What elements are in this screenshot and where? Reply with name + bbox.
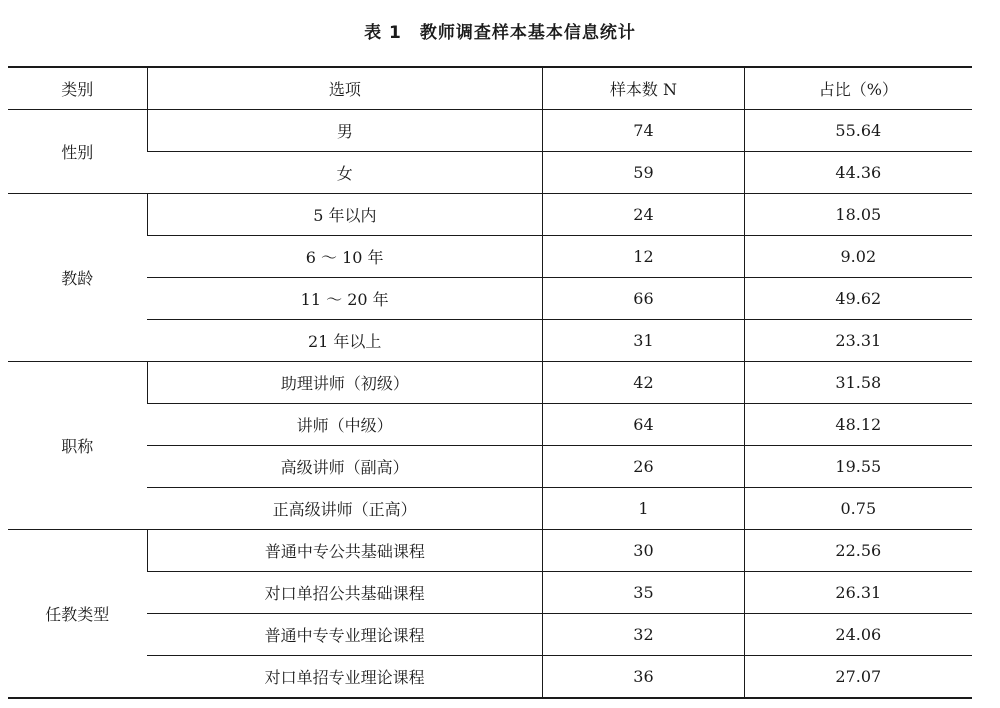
table-row bbox=[8, 236, 972, 278]
percentage-cell: 31.58 bbox=[744, 362, 972, 404]
header-sample-count: 样本数 N bbox=[543, 67, 744, 110]
table-row bbox=[8, 152, 972, 194]
percentage-cell: 26.31 bbox=[744, 572, 972, 614]
sample-count-cell: 59 bbox=[543, 152, 744, 194]
stats-table bbox=[8, 66, 972, 699]
table-row bbox=[8, 656, 972, 699]
sample-count-cell: 42 bbox=[543, 362, 744, 404]
sample-count-cell: 32 bbox=[543, 614, 744, 656]
table-row bbox=[8, 614, 972, 656]
option-cell: 男 bbox=[147, 110, 543, 152]
percentage-cell: 18.05 bbox=[744, 194, 972, 236]
table-row bbox=[8, 194, 972, 236]
percentage-cell: 9.02 bbox=[744, 236, 972, 278]
category-cell: 性别 bbox=[8, 110, 147, 194]
option-cell: 普通中专专业理论课程 bbox=[147, 614, 543, 656]
table-body bbox=[8, 110, 972, 699]
sample-count-cell: 35 bbox=[543, 572, 744, 614]
table-row bbox=[8, 278, 972, 320]
table-row bbox=[8, 572, 972, 614]
header-option: 选项 bbox=[147, 67, 543, 110]
table-row bbox=[8, 404, 972, 446]
sample-count-cell: 1 bbox=[543, 488, 744, 530]
option-cell: 助理讲师（初级） bbox=[147, 362, 543, 404]
option-cell: 11 ～ 20 年 bbox=[147, 278, 543, 320]
sample-count-cell: 26 bbox=[543, 446, 744, 488]
category-cell: 教龄 bbox=[8, 194, 147, 362]
table-row bbox=[8, 110, 972, 152]
category-cell: 职称 bbox=[8, 362, 147, 530]
table-row bbox=[8, 446, 972, 488]
percentage-cell: 49.62 bbox=[744, 278, 972, 320]
header-row bbox=[8, 67, 972, 110]
table-row bbox=[8, 362, 972, 404]
sample-count-cell: 66 bbox=[543, 278, 744, 320]
sample-count-cell: 74 bbox=[543, 110, 744, 152]
percentage-cell: 24.06 bbox=[744, 614, 972, 656]
table-row bbox=[8, 530, 972, 572]
header-category: 类别 bbox=[8, 67, 147, 110]
percentage-cell: 48.12 bbox=[744, 404, 972, 446]
percentage-cell: 22.56 bbox=[744, 530, 972, 572]
table-number: 表 1 bbox=[364, 23, 402, 43]
option-cell: 正高级讲师（正高） bbox=[147, 488, 543, 530]
option-cell: 5 年以内 bbox=[147, 194, 543, 236]
percentage-cell: 55.64 bbox=[744, 110, 972, 152]
sample-count-cell: 30 bbox=[543, 530, 744, 572]
table-row bbox=[8, 320, 972, 362]
option-cell: 高级讲师（副高） bbox=[147, 446, 543, 488]
sample-count-cell: 24 bbox=[543, 194, 744, 236]
percentage-cell: 19.55 bbox=[744, 446, 972, 488]
option-cell: 女 bbox=[147, 152, 543, 194]
sample-count-cell: 12 bbox=[543, 236, 744, 278]
percentage-cell: 23.31 bbox=[744, 320, 972, 362]
option-cell: 普通中专公共基础课程 bbox=[147, 530, 543, 572]
option-cell: 6 ～ 10 年 bbox=[147, 236, 543, 278]
option-cell: 对口单招专业理论课程 bbox=[147, 656, 543, 699]
table-caption: 教师调查样本基本信息统计 bbox=[419, 23, 636, 43]
category-cell: 任教类型 bbox=[8, 530, 147, 699]
option-cell: 21 年以上 bbox=[147, 320, 543, 362]
sample-count-cell: 36 bbox=[543, 656, 744, 699]
table-title bbox=[0, 18, 1000, 43]
percentage-cell: 44.36 bbox=[744, 152, 972, 194]
percentage-cell: 27.07 bbox=[744, 656, 972, 699]
sample-count-cell: 64 bbox=[543, 404, 744, 446]
percentage-cell: 0.75 bbox=[744, 488, 972, 530]
option-cell: 讲师（中级） bbox=[147, 404, 543, 446]
sample-count-cell: 31 bbox=[543, 320, 744, 362]
option-cell: 对口单招公共基础课程 bbox=[147, 572, 543, 614]
table-row bbox=[8, 488, 972, 530]
header-percentage: 占比（%） bbox=[744, 67, 972, 110]
